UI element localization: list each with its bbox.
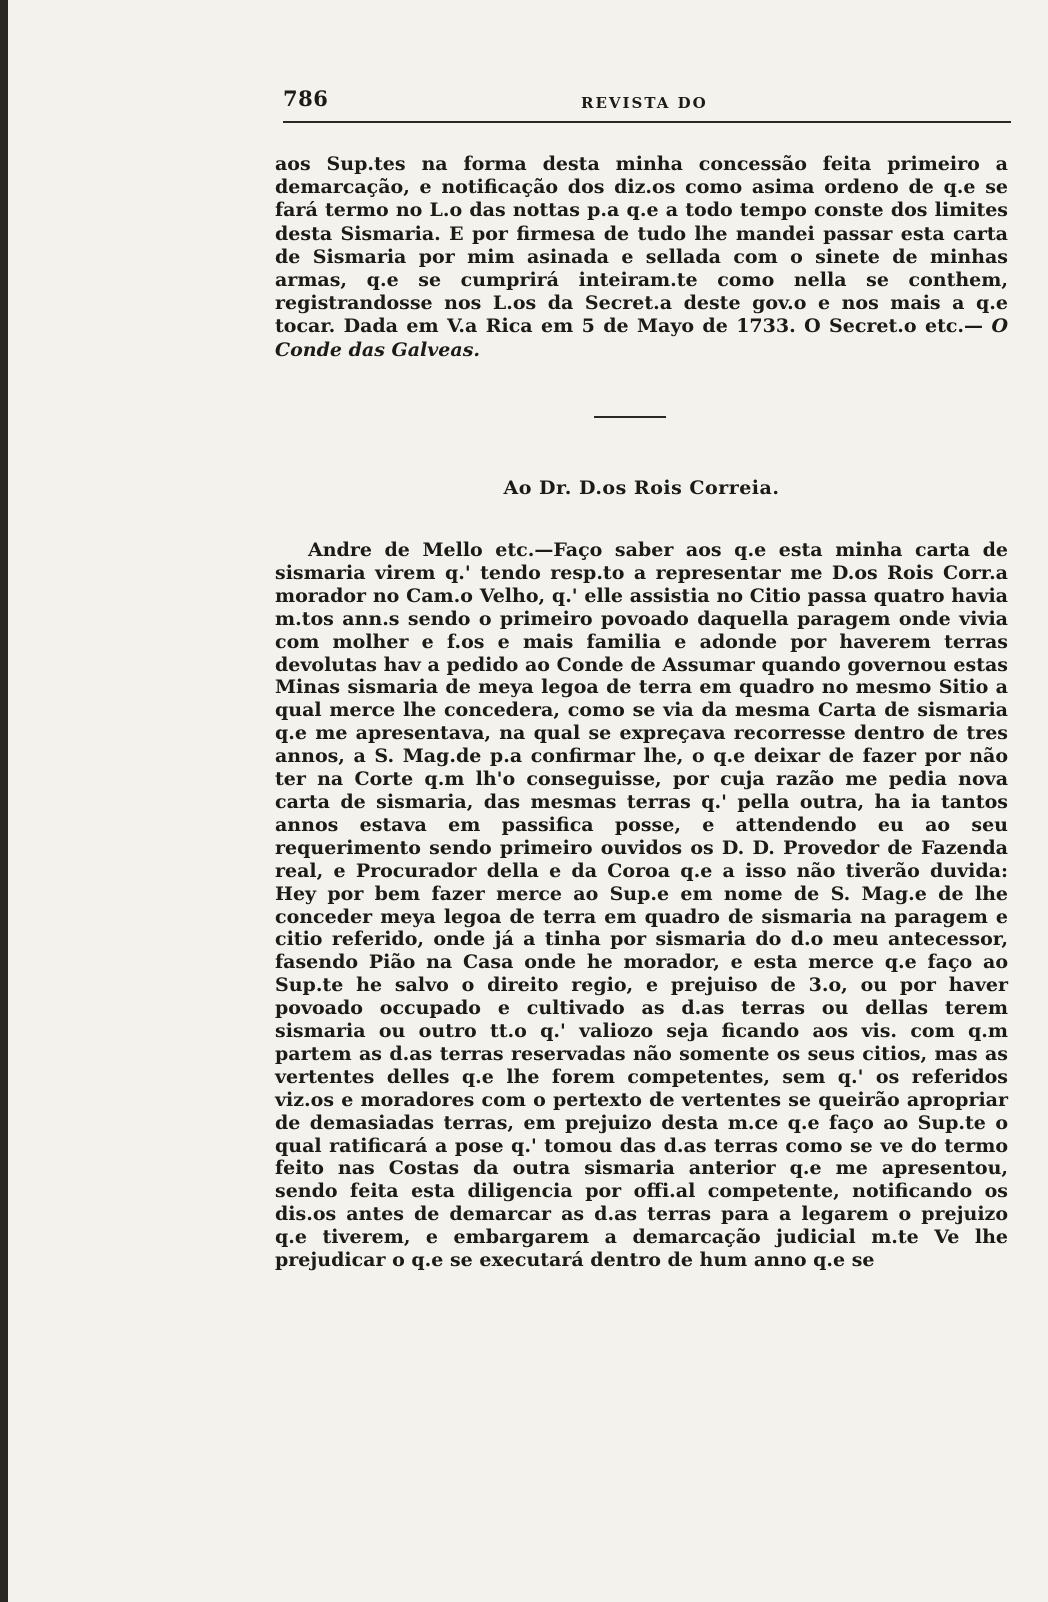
paragraph-concession-closing xyxy=(275,153,1008,362)
paragraph-sismaria-grant: Andre de Mello etc.—Faço saber aos q.e esta minha carta de sismaria virem q.' tendo resp.to a representar me D.os Rois Corr.a morador no Cam.o Velho, q.' elle assistia no Citio passa quatro havia m.tos ann.s sendo o primeiro povoado daquella paragem onde vivia com molher e f.os e mais familia e adonde por haverem terras devolutas hav a pedido ao Conde de Assumar quando governou estas Minas sismaria de meya legoa de terra em quadro no mesmo Sitio a qual merce lhe concedera, como se via da mesma Carta de sismaria q.e me apresentava, na qual se expreçava recorresse dentro de tres annos, a S. Mag.de p.a confirmar lhe, o q.e deixar de fazer por não ter na Corte q.m lh'o conseguisse, por cuja razão me pedia nova carta de sismaria, das mesmas terras q.' pella outra, ha ia tantos annos estava em passifica posse, e attendendo eu ao seu requerimento sendo primeiro ouvidos os D. D. Provedor de Fazenda real, e Procurador della e da Coroa q.e a isso não tiverão duvida: Hey por bem fazer merce ao Sup.e em nome de S. Mag.e de lhe conceder meya legoa de terra em quadro de sismaria na paragem e citio referido, onde já a tinha por sismaria do d.o meu antecessor, fasendo Pião na Casa onde he morador, e esta merce q.e faço ao Sup.te he salvo o direito regio, e prejuiso de 3.o, ou por haver povoado occupado e cultivado as d.as terras ou dellas terem sismaria ou outro tt.o q.' valiozo seja ficando aos vis. com q.m partem as d.as terras reservadas não somente os seus citios, mas as vertentes delles q.e lhe forem competentes, sem q.' os referidos viz.os e moradores com o pertexto de vertentes se queirão apropriar de demasiadas terras, em prejuizo desta m.ce q.e faço ao Sup.te o qual ratificará a pose q.' tomou das d.as terras como se ve do termo feito nas Costas da outra sismaria anterior q.e me apresentou, sendo feita esta diligencia por offi.al competente, notificando os dis.os antes de demarcar as d.as terras para a legarem o prejuizo q.e tiverem, e embargarem a demarcação judicial m.te Ve lhe prejudicar o q.e se executará dentro de hum anno q.e se xyxy=(275,539,1008,1272)
running-title: REVISTA DO xyxy=(581,94,708,112)
section-heading: Ao Dr. D.os Rois Correia. xyxy=(503,477,780,499)
signature-conde-das-galveas: O Conde das Galveas. xyxy=(275,315,1008,361)
page-header xyxy=(283,86,1013,116)
page-number: 786 xyxy=(283,86,329,111)
paragraph-text: aos Sup.tes na forma desta minha concessão feita primeiro a demarcação, e notificação dos diz.os como asima ordeno de q.e se fará termo no L.o das nottas p.a q.e a todo tempo conste dos limites desta Sismaria. E por firmesa de tudo lhe mandei passar esta carta de Sismaria por mim asinada e sellada com o sinete de minhas armas, q.e se cumprirá inteiram.te como nella se conthem, registrandosse nos L.os da Secret.a deste gov.o e nos mais a q.e tocar. Dada em V.a Rica em 5 de Mayo de 1733. O Secret.o etc.— xyxy=(275,153,1008,338)
header-rule xyxy=(283,121,1011,123)
binding-edge xyxy=(0,0,8,1602)
section-separator xyxy=(594,416,666,418)
